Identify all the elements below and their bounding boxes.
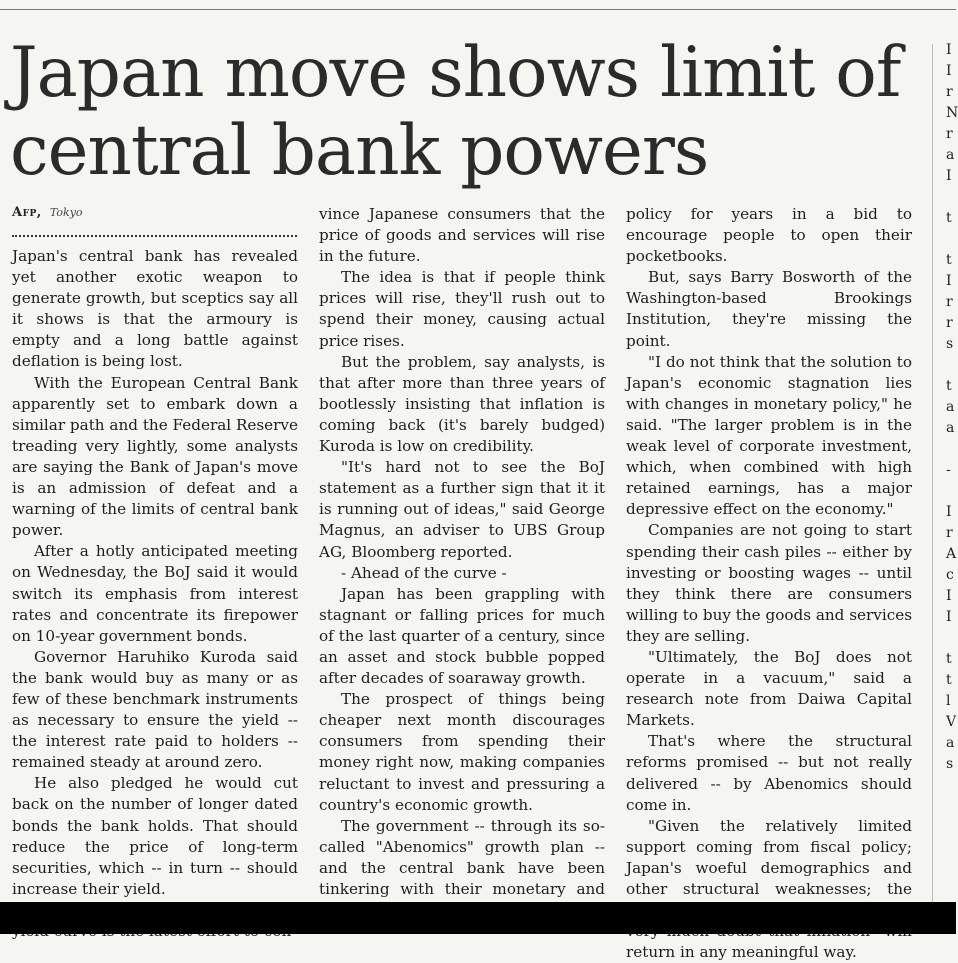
paragraph: With the European Central Bank apparently set to embark down a similar path and the Federal Reserve treading very lightly, some analysts are saying the Bank of Japan's move is an admission of defeat and a warning of the limits of central bank power. [12, 373, 298, 540]
article-column-1 [12, 246, 298, 942]
fragment-letter: s [946, 756, 954, 772]
fragment-letter: I [946, 504, 952, 520]
fragment-letter: t [946, 378, 952, 394]
paragraph: The prospect of things being cheaper next month discourages consumers from spending their money right now, making companies reluctant to invest and pressuring a country's economic growth. [319, 690, 605, 814]
fragment-letter: a [946, 420, 955, 436]
fragment-letter: I [946, 588, 952, 604]
column-divider [932, 44, 933, 906]
byline-agency: Afp, [12, 205, 42, 220]
paragraph: The idea is that if people think prices will rise, they'll rush out to spend their money, causing actual price rises. [319, 268, 605, 350]
bottom-black-bar [0, 902, 956, 934]
fragment-letter: c [946, 567, 954, 583]
byline-place: Tokyo [49, 206, 83, 219]
fragment-letter: t [946, 210, 952, 226]
paragraph: "Ultimately, the BoJ does not operate in a vacuum," said a research note from Daiwa Capital Markets. [626, 647, 912, 730]
paragraph: policy for years in a bid to encourage people to open their pocketbooks. [626, 205, 912, 266]
fragment-letter: r [946, 315, 953, 331]
fragment-letter: V [946, 714, 957, 730]
byline-dotted-rule [12, 235, 297, 237]
paragraph: Governor Haruhiko Kuroda said the bank would buy as many or as few of these benchmark instruments as necessary to ensure the yield -- the interest rate paid to holders -- remained steady at around zero. [12, 647, 298, 772]
article-column-3 [626, 204, 912, 963]
paragraph: But, says Barry Bosworth of the Washington-based Brookings Institution, they're missing the point. [626, 268, 912, 350]
fragment-letter: l [946, 693, 951, 709]
adjacent-article-fragment [946, 40, 956, 900]
fragment-letter: a [946, 399, 955, 415]
article-column-2 [319, 204, 605, 921]
paragraph: "I do not think that the solution to Japan's economic stagnation lies with changes in monetary policy," he said. "The larger problem is in the weak level of corporate investment, which, when combined with high retained earnings, has a major depressive effect on the economy." [626, 352, 912, 519]
fragment-letter: r [946, 84, 953, 100]
fragment-letter: r [946, 294, 953, 310]
fragment-letter: I [946, 42, 952, 58]
paragraph: That's where the structural reforms promised -- but not really delivered -- by Abenomics should come in. [626, 732, 912, 814]
fragment-letter: t [946, 651, 952, 667]
fragment-letter: - [946, 462, 951, 478]
fragment-letter: t [946, 252, 952, 268]
paragraph: After a hotly anticipated meeting on Wednesday, the BoJ said it would switch its emphasis from interest rates and concentrate its firepower on 10-year government bonds. [12, 542, 298, 645]
paragraph: He also pledged he would cut back on the number of longer dated bonds the bank holds. That should reduce the price of long-term securities, which -- in turn -- should increase their yield. [12, 774, 298, 898]
fragment-letter [946, 187, 956, 208]
paragraph: "It's hard not to see the BoJ statement as a further sign that it it is running out of ideas," said George Magnus, an adviser to UBS Group AG, Bloomberg reported. [319, 458, 605, 561]
fragment-letter: I [946, 609, 952, 625]
paragraph: vince Japanese consumers that the price of goods and services will rise in the future. [319, 205, 605, 266]
paragraph: Companies are not going to start spending their cash piles -- either by investing or boosting wages -- until they think there are consumers willing to buy the goods and services they are selling. [626, 521, 912, 645]
fragment-letter: a [946, 735, 955, 751]
paragraph: But the problem, say analysts, is that after more than three years of bootlessly insisting that inflation is coming back (it's barely budged) Kuroda is low on credibility. [319, 352, 605, 456]
fragment-letter: r [946, 126, 953, 142]
fragment-letter [946, 229, 956, 250]
top-rule [0, 9, 956, 10]
fragment-letter [946, 439, 956, 460]
fragment-letter: I [946, 168, 952, 184]
fragment-letter [946, 481, 956, 502]
fragment-letter: s [946, 336, 954, 352]
fragment-letter: A [946, 546, 957, 562]
fragment-letter: N [946, 105, 958, 121]
paragraph: "Given the relatively limited support coming from fiscal policy; Japan's woeful demographics and other structural weaknesses; the return in any meaningful way. [626, 816, 912, 962]
fragment-letter [946, 355, 956, 376]
paragraph: - Ahead of the curve - [341, 563, 507, 582]
byline [12, 205, 83, 220]
paragraph: Japan has been grappling with stagnant or falling prices for much of the last quarter of a century, since an asset and stock bubble popped after decades of soaraway growth. [319, 584, 605, 688]
fragment-letter: I [946, 63, 952, 79]
fragment-letter: a [946, 147, 955, 163]
paragraph: Japan's central bank has revealed yet another exotic weapon to generate growth, but sceptics say all it shows is that the armoury is empty and a long battle against deflation is being lost. [12, 247, 298, 371]
fragment-letter: I [946, 273, 952, 289]
headline: Japan move shows limit of central bank powers [10, 33, 901, 191]
fragment-letter: r [946, 525, 953, 541]
fragment-letter: t [946, 672, 952, 688]
paragraph: The government -- through its so-called "Abenomics" growth plan -- and the central bank have been tinkering with their monetary and [319, 816, 605, 898]
fragment-letter [946, 628, 956, 649]
